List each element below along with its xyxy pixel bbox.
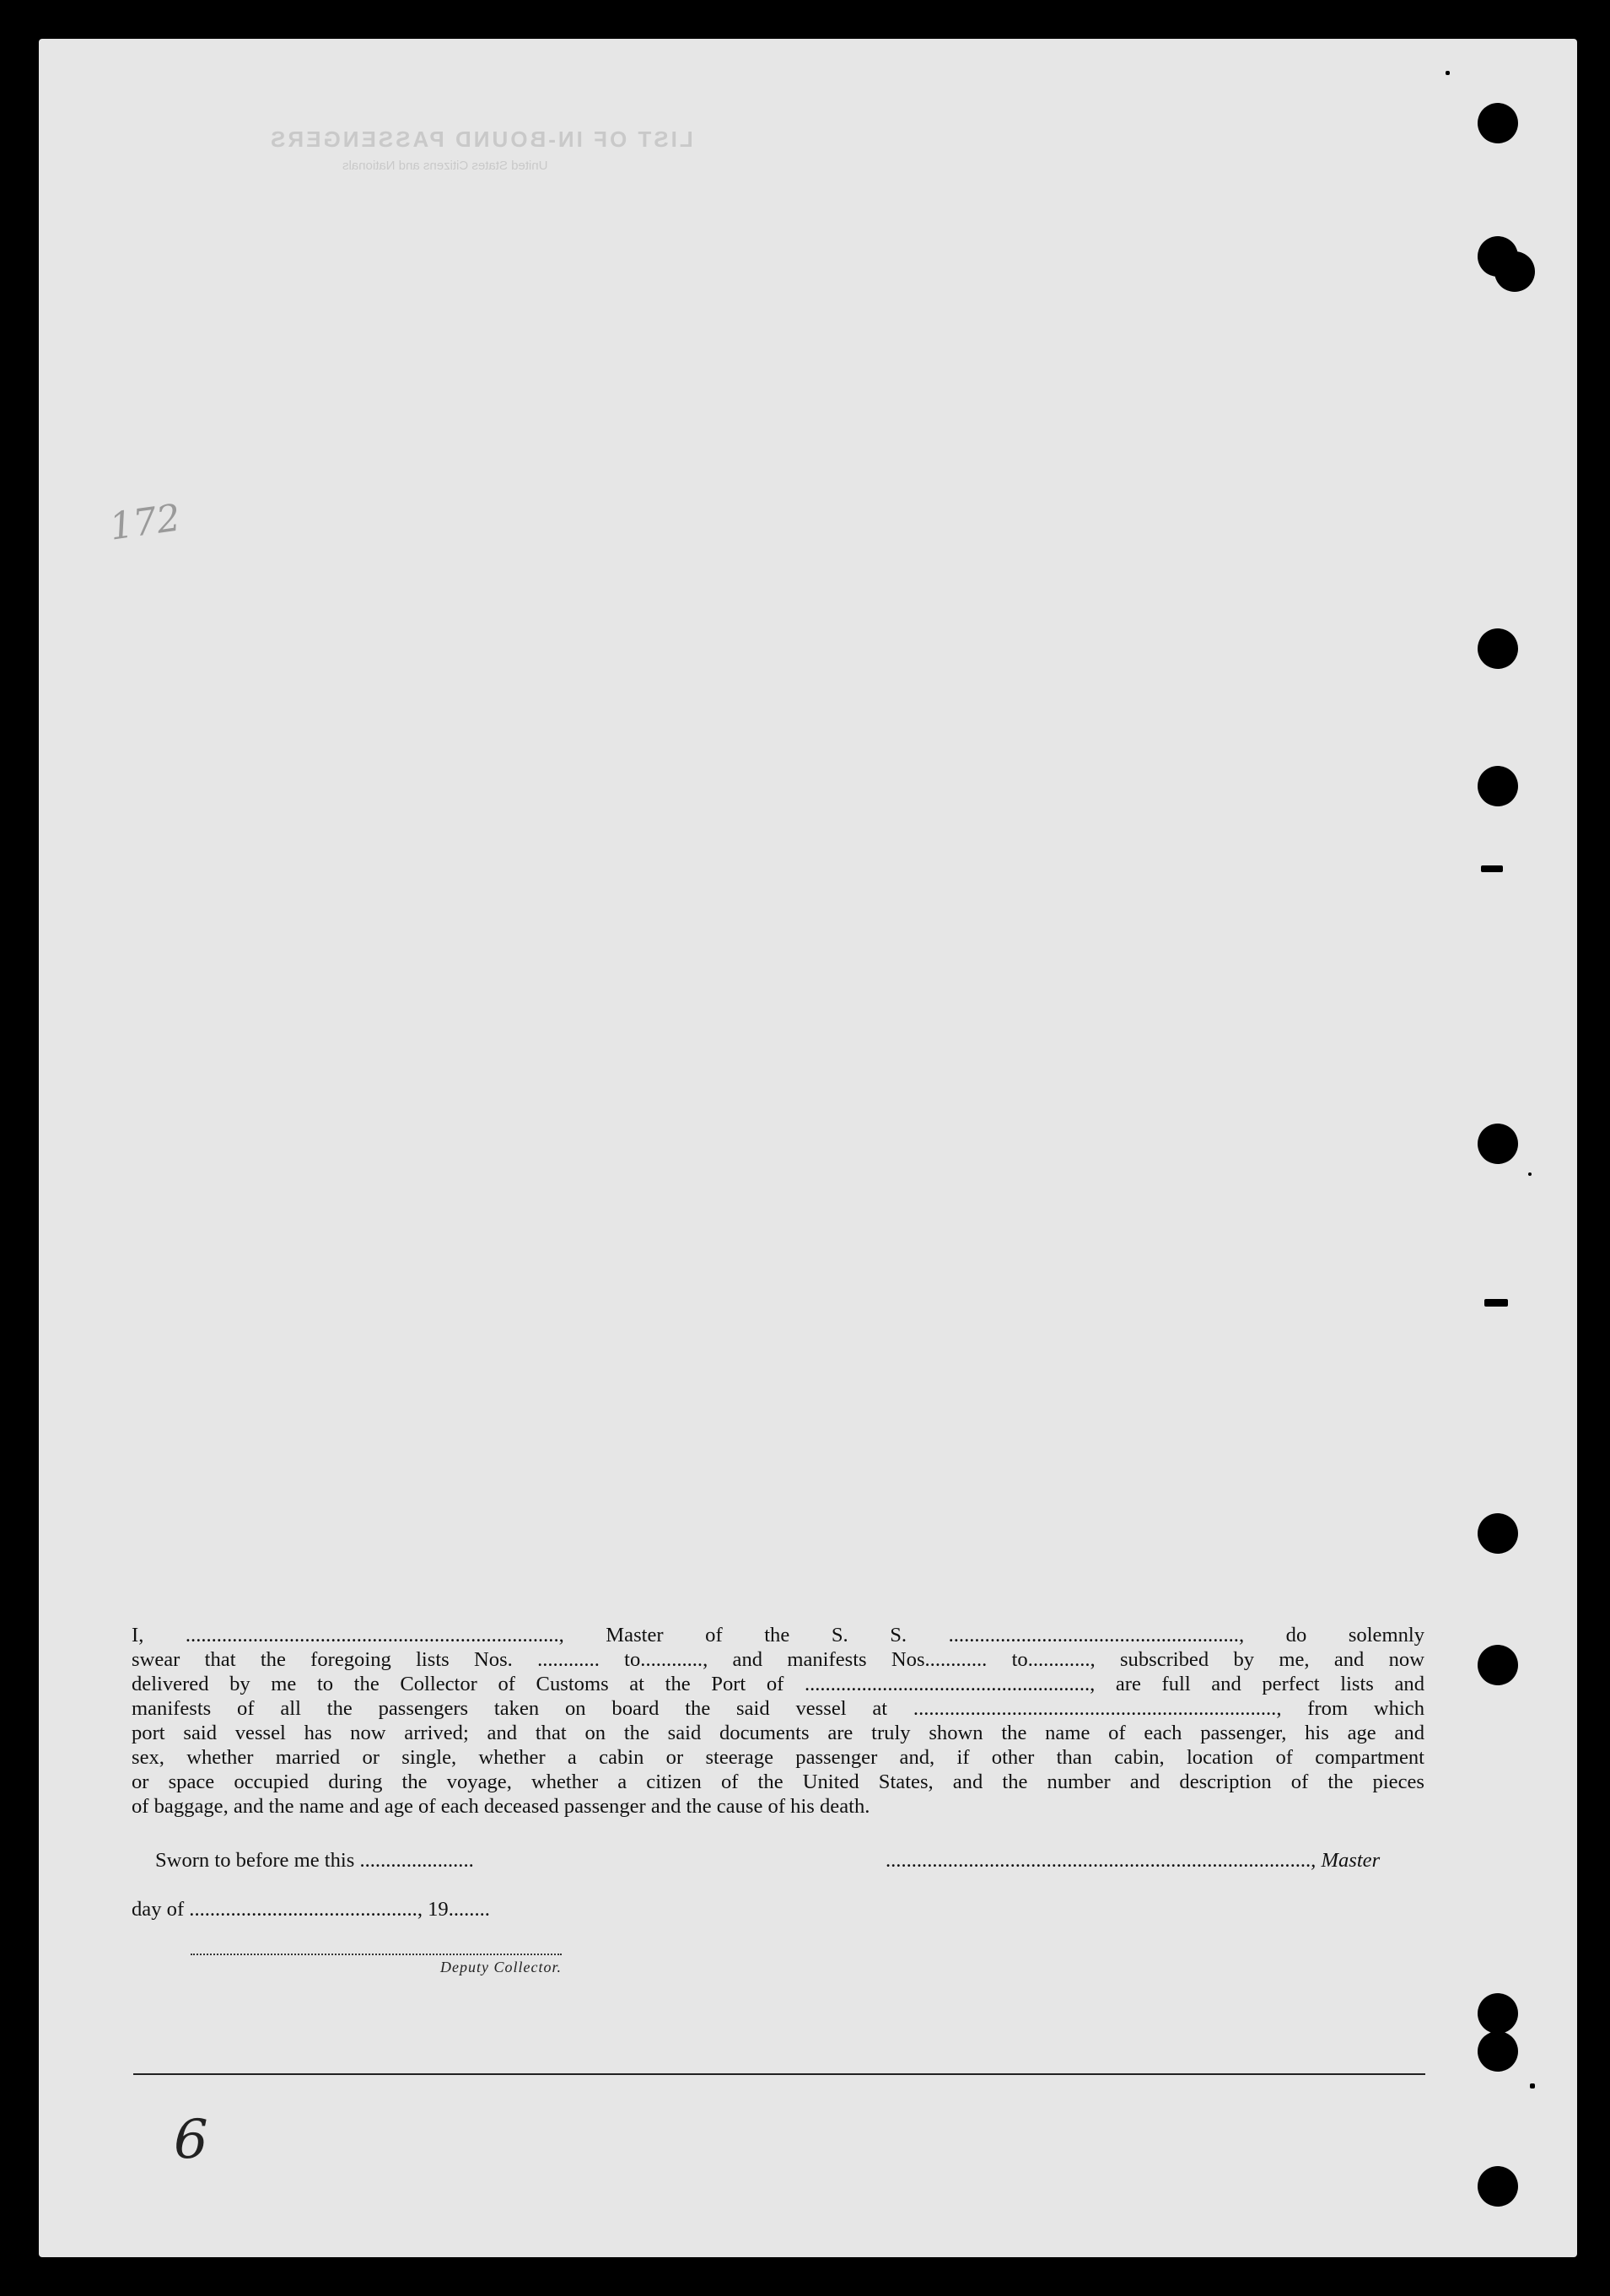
oath-line: or space occupied during the voyage, whether a citizen of the United States, and the number and description of the pieces — [132, 1771, 1424, 1793]
punch-hole — [1478, 1124, 1518, 1164]
oath-text — [132, 1623, 1424, 1819]
header-bleed-title: LIST OF IN-BOUND PASSENGERS — [268, 127, 693, 152]
master-line: .................................................................................. — [886, 1849, 1311, 1872]
oath-line: delivered by me to the Collector of Customs at the Port of ......................................................., are full and perfect lists and — [132, 1673, 1424, 1695]
punch-hole — [1478, 628, 1518, 669]
scan-mark — [1481, 865, 1503, 872]
punch-hole — [1494, 251, 1535, 292]
header-bleed-subtitle: United States Citizens and Nationals — [342, 159, 548, 173]
oath-line: of baggage, and the name and age of each deceased passenger and the cause of his death. — [132, 1795, 870, 1818]
oath-line: port said vessel has now arrived; and that on the said documents are truly shown the name of each passenger, his age and — [132, 1722, 1424, 1744]
page-number: 6 — [174, 2109, 208, 2171]
punch-hole — [1478, 1993, 1518, 2034]
deputy-collector-label: Deputy Collector. — [191, 1954, 562, 1976]
day-of-line: day of ............................................, 19........ — [132, 1898, 490, 1921]
oath-line: I, ........................................................................, Master of the S. S. ........................................................, do solemnly — [132, 1624, 1424, 1647]
scan-mark — [1530, 2083, 1535, 2088]
oath-line: swear that the foregoing lists Nos. ............ to............, and manifests Nos............ to............, subscribed by me, and now — [132, 1648, 1424, 1671]
oath-line: manifests of all the passengers taken on board the said vessel at ......................................................................, from which — [132, 1697, 1424, 1720]
scan-mark — [1446, 71, 1450, 75]
master-signature-line — [886, 1849, 1380, 1873]
scan-mark — [1484, 1299, 1508, 1307]
punch-hole — [1478, 2031, 1518, 2072]
punch-hole — [1478, 766, 1518, 806]
punch-hole — [1478, 103, 1518, 143]
master-label: , Master — [1311, 1849, 1381, 1872]
punch-hole — [1478, 1645, 1518, 1685]
document-page — [39, 39, 1577, 2257]
sworn-label: Sworn to before me this ...................... — [155, 1849, 474, 1872]
margin-note: 172 — [106, 496, 184, 549]
punch-hole — [1478, 2166, 1518, 2207]
scan-mark — [1528, 1172, 1532, 1176]
punch-hole — [1478, 1513, 1518, 1554]
bottom-rule — [133, 2073, 1425, 2075]
oath-line: sex, whether married or single, whether a cabin or steerage passenger and, if other than cabin, location of compartment — [132, 1746, 1424, 1769]
